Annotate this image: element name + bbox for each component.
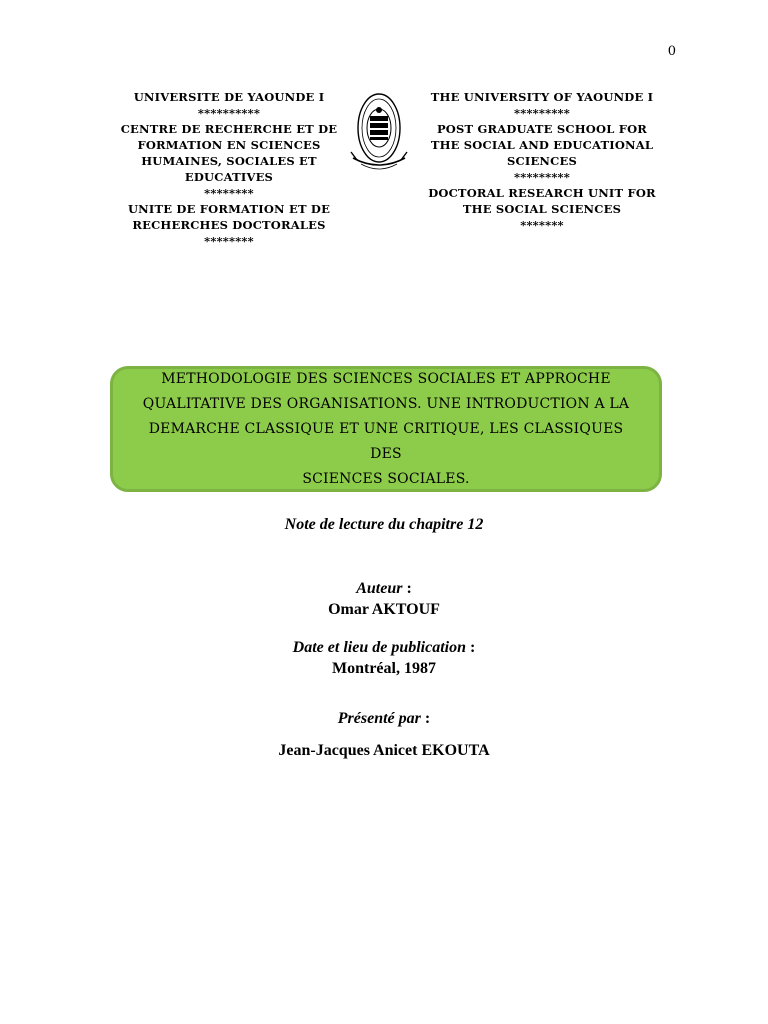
header-left-line: EDUCATIVES	[184, 170, 274, 184]
header-right-line: POST GRADUATE SCHOOL FOR	[436, 122, 648, 136]
header-right-line: *********	[514, 170, 570, 184]
author-colon: :	[402, 580, 412, 597]
presenter-label-row	[0, 710, 768, 728]
author-name: Omar AKTOUF	[328, 601, 440, 618]
header-right-line: *********	[514, 106, 570, 120]
header-left-line: ********	[204, 186, 254, 200]
header-left-institution	[120, 89, 338, 249]
header-right-line: DOCTORAL RESEARCH UNIT FOR	[428, 186, 656, 200]
title-line: QUALITATIVE DES ORGANISATIONS. UNE INTRODUCTION A LA	[142, 395, 630, 412]
title-line: DEMARCHE CLASSIQUE ET UNE CRITIQUE, LES CLASSIQUES DES	[148, 420, 624, 462]
university-crest-icon	[349, 86, 409, 176]
author-label-row	[0, 580, 768, 598]
header-left-line: UNITE DE FORMATION ET DE	[127, 202, 331, 216]
header-right-line: THE SOCIAL AND EDUCATIONAL	[430, 138, 654, 152]
document-title	[131, 367, 641, 492]
header-left-line: CENTRE DE RECHERCHE ET DE	[120, 122, 338, 136]
header-right-line: THE SOCIAL SCIENCES	[462, 202, 622, 216]
subtitle: Note de lecture du chapitre 12	[284, 516, 484, 533]
presenter-label: Présenté par	[337, 710, 421, 727]
header-left-line: ********	[204, 234, 254, 248]
author-label: Auteur	[356, 580, 403, 597]
publication-label-row	[0, 639, 768, 657]
presenter-name: Jean-Jacques Anicet EKOUTA	[278, 742, 490, 759]
header-left-line: FORMATION EN SCIENCES	[137, 138, 321, 152]
header-right-institution	[424, 89, 660, 233]
header-left-line: UNIVERSITE DE YAOUNDE I	[133, 90, 325, 104]
title-box	[110, 366, 662, 492]
header-right-line: SCIENCES	[507, 154, 577, 168]
publication-colon: :	[466, 639, 476, 656]
header-left-line: **********	[197, 106, 261, 120]
header-right-line: *******	[520, 218, 564, 232]
title-line: SCIENCES SOCIALES.	[302, 470, 470, 487]
header-right-line: THE UNIVERSITY OF YAOUNDE I	[430, 90, 654, 104]
header-left-line: RECHERCHES DOCTORALES	[132, 218, 326, 232]
title-line: METHODOLOGIE DES SCIENCES SOCIALES ET APPROCHE	[161, 370, 611, 387]
publication-value: Montréal, 1987	[332, 660, 436, 677]
presenter-colon: :	[420, 710, 431, 727]
publication-label: Date et lieu de publication	[292, 639, 466, 656]
header-left-line: HUMAINES, SOCIALES ET	[141, 154, 317, 168]
page-number: 0	[667, 44, 676, 59]
